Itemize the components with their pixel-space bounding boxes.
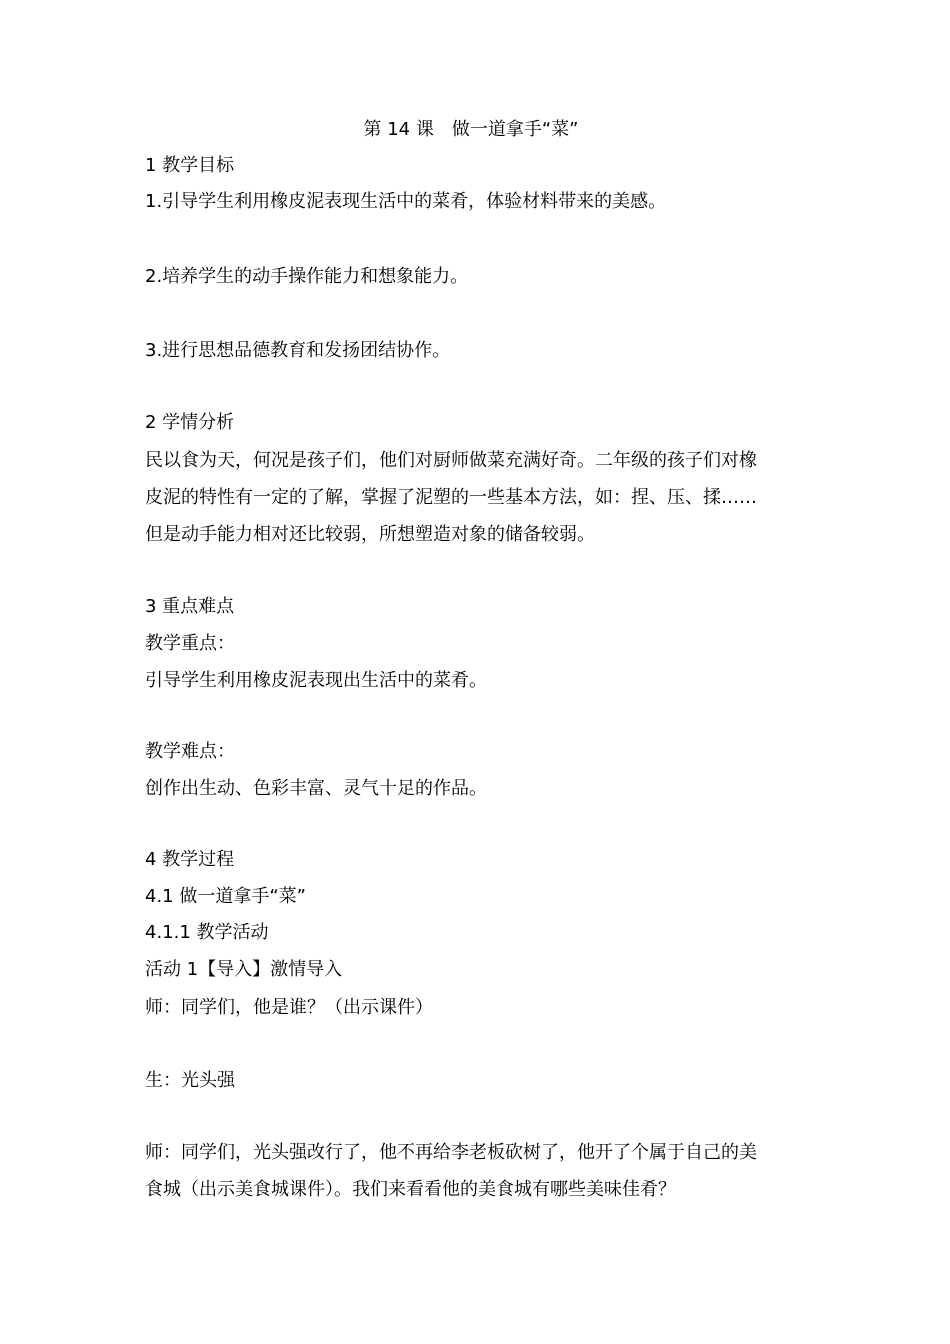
- goal-item-2: 2.培养学生的动手操作能力和想象能力。: [145, 266, 469, 287]
- dialog-line-3b: 食城（出示美食城课件）。我们来看看他的美食城有哪些美味佳肴？: [145, 1179, 676, 1200]
- activity-title: 活动 1【导入】激情导入: [145, 959, 343, 980]
- key-point-label: 教学重点：: [145, 633, 235, 654]
- section-heading-analysis: 2 学情分析: [145, 412, 235, 433]
- analysis-paragraph-line-1: 民以食为天，何况是孩子们，他们对厨师做菜充满好奇。二年级的孩子们对橡: [145, 450, 757, 471]
- section-heading-goals: 1 教学目标: [145, 155, 235, 176]
- goal-item-1: 1.引导学生利用橡皮泥表现生活中的菜肴，体验材料带来的美感。: [145, 191, 667, 212]
- section-heading-key-points: 3 重点难点: [145, 596, 235, 617]
- process-subheading-2: 4.1.1 教学活动: [145, 922, 269, 943]
- process-subheading-1: 4.1 做一道拿手“菜”: [145, 886, 306, 907]
- goal-item-3: 3.进行思想品德教育和发扬团结协作。: [145, 340, 451, 361]
- dialog-line-1: 师：同学们，他是谁？（出示课件）: [145, 997, 433, 1018]
- analysis-paragraph-line-3: 但是动手能力相对还比较弱，所想塑造对象的储备较弱。: [145, 524, 595, 545]
- page-title: 第 14 课 做一道拿手“菜”: [363, 119, 579, 140]
- difficulty-text: 创作出生动、色彩丰富、灵气十足的作品。: [145, 778, 487, 799]
- key-point-text: 引导学生利用橡皮泥表现出生活中的菜肴。: [145, 670, 487, 691]
- dialog-line-2: 生：光头强: [145, 1070, 235, 1091]
- section-heading-process: 4 教学过程: [145, 849, 235, 870]
- analysis-paragraph-line-2: 皮泥的特性有一定的了解，掌握了泥塑的一些基本方法，如：捏、压、揉……: [145, 487, 757, 508]
- difficulty-label: 教学难点：: [145, 741, 235, 762]
- dialog-line-3a: 师：同学们，光头强改行了，他不再给李老板砍树了，他开了个属于自己的美: [145, 1142, 757, 1163]
